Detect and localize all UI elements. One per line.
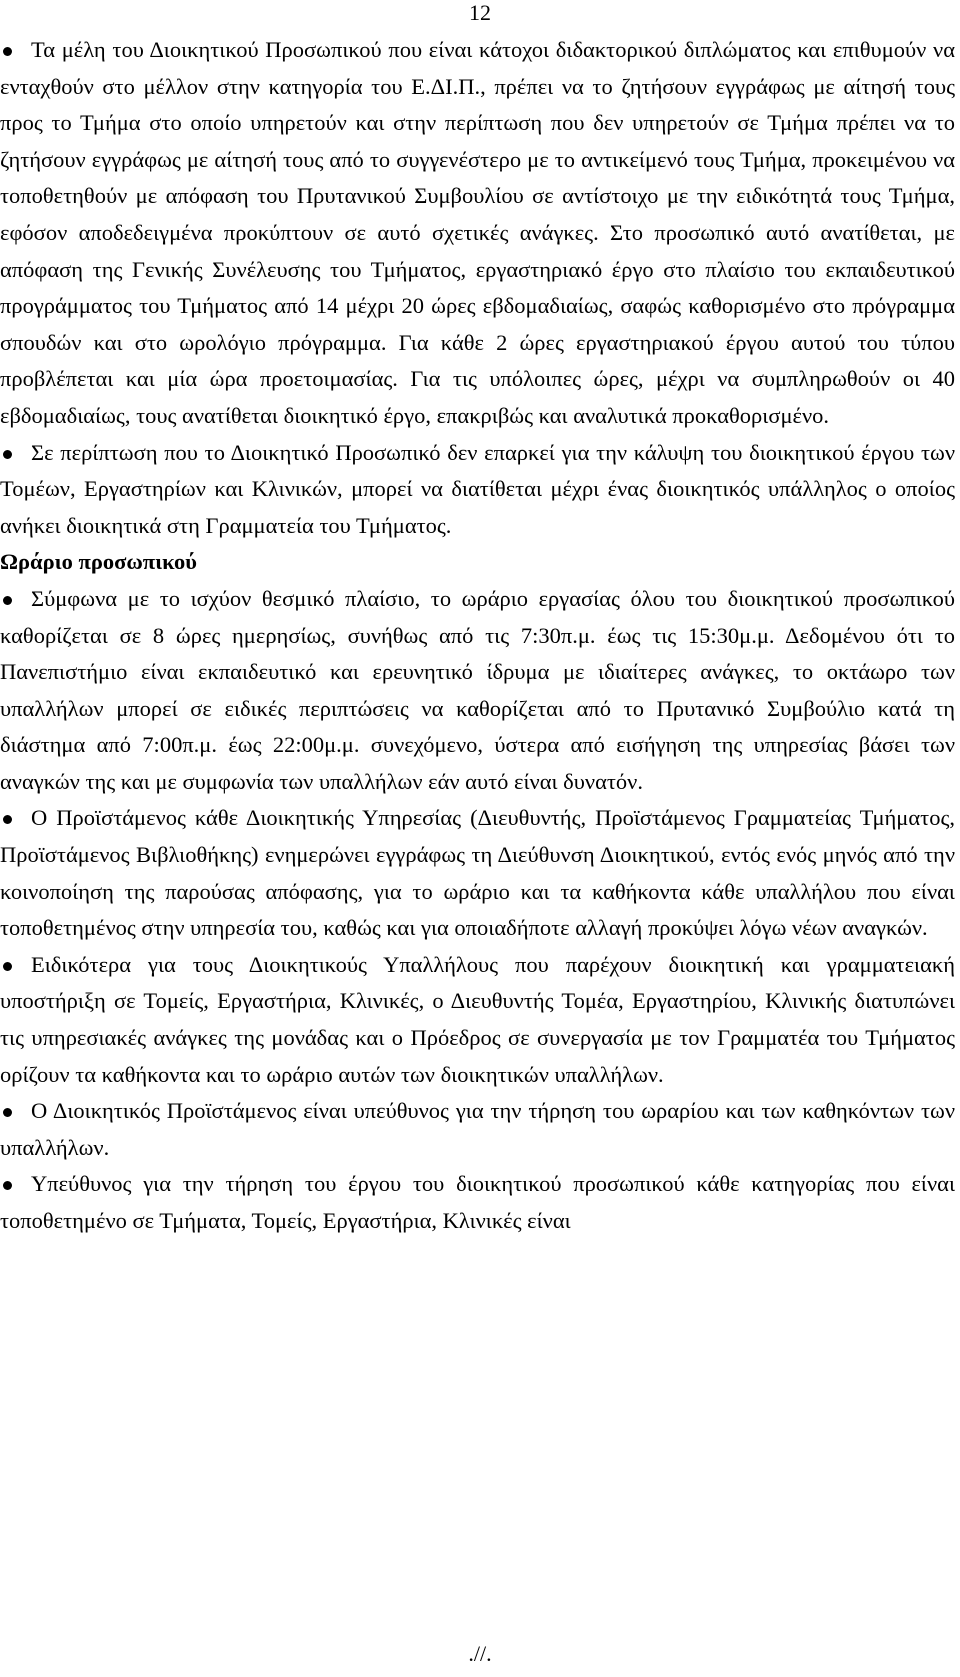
continuation-mark: .//.	[468, 1641, 492, 1666]
bullet-icon	[3, 450, 12, 459]
bullet-icon	[3, 815, 12, 824]
bullet-paragraph	[0, 581, 955, 801]
paragraph-text: Τα μέλη του Διοικητικού Προσωπικού που είναι κάτοχοι διδακτορικού διπλώματος και επιθυμούν να ενταχθούν στο μέλλον στην κατηγορία του Ε.ΔΙ.Π., πρέπει να το ζητήσουν εγγράφως με αίτησή τους προς το Τμήμα στο οποίο υπηρετούν και στην περίπτωση που δεν υπηρετούν σε Τμήμα πρέπει να το ζητήσουν εγγράφως με αίτησή τους από το συγγενέστερο με το αντικείμενό τους Τμήμα, προκειμένου να τοποθετηθούν με απόφαση του Πρυτανικού Συμβουλίου σε αντίστοιχο με την ειδικότητά τους Τμήμα, εφόσον αποδεδειγμένα προκύπτουν σε αυτό σχετικές ανάγκες. Στο προσωπικό αυτό ανατίθεται, με απόφαση της Γενικής Συνέλευσης του Τμήματος, εργαστηριακό έργο στο πλαίσιο του εκπαιδευτικού προγράμματος του Τμήματος από 14 μέχρι 20 ώρες εβδομαδιαίως, σαφώς καθορισμένο στο πρόγραμμα σπουδών και στο ωρολόγιο πρόγραμμα. Για κάθε 2 ώρες εργαστηριακού έργου αυτού του τύπου προβλέπεται και μία ώρα προετοιμασίας. Για τις υπόλοιπες ώρες, μέχρι να συμπληρωθούν οι 40 εβδομαδιαίως, τους ανατίθεται διοικητικό έργο, επακριβώς και αναλυτικά προκαθορισμένο.	[0, 37, 955, 428]
paragraph-text: Υπεύθυνος για την τήρηση του έργου του διοικητικού προσωπικού κάθε κατηγορίας που είναι τοποθετημένο σε Τμήματα, Τομείς, Εργαστήρια, Κλινικές είναι	[0, 1171, 955, 1233]
bullet-paragraph	[0, 1093, 955, 1166]
bullet-icon	[3, 596, 12, 605]
paragraph-text: Σύμφωνα με το ισχύον θεσμικό πλαίσιο, το ωράριο εργασίας όλου του διοικητικού προσωπικού καθορίζεται σε 8 ώρες ημερησίως, συνήθως από τις 7:30π.μ. έως τις 15:30μ.μ. Δεδομένου ότι το Πανεπιστήμιο είναι εκπαιδευτικό και ερευνητικό ίδρυμα με ιδιαίτερες ανάγκες, το οκτάωρο των υπαλλήλων μπορεί σε ειδικές περιπτώσεις να καθορίζεται από το Πρυτανικό Συμβούλιο κατά τη διάστημα από 7:00π.μ. έως 22:00μ.μ. συνεχόμενο, ύστερα από εισήγηση της υπηρεσίας βάσει των αναγκών της και με συμφωνία των υπαλλήλων εάν αυτό είναι δυνατόν.	[0, 585, 955, 794]
section-heading: Ωράριο προσωπικού	[0, 549, 197, 575]
bullet-paragraph	[0, 1166, 955, 1239]
paragraph-text: Ο Προϊστάμενος κάθε Διοικητικής Υπηρεσίας (Διευθυντής, Προϊστάμενος Γραμματείας Τμήματος, Προϊστάμενος Βιβλιοθήκης) ενημερώνει εγγράφως τη Διεύθυνση Διοικητικού, εντός ενός μηνός από την κοινοποίηση της παρούσας απόφασης, για το ωράριο και τα καθήκοντα κάθε υπαλλήλου που είναι τοποθετημένος στην υπηρεσία του, καθώς και για οποιαδήποτε αλλαγή προκύψει λόγω νέων αναγκών.	[0, 805, 955, 941]
document-body	[0, 32, 955, 1240]
bullet-icon	[3, 1181, 12, 1190]
paragraph-text: Ειδικότερα για τους Διοικητικούς Υπαλλήλους που παρέχουν διοικητική και γραμματειακή υποστήριξη σε Τομείς, Εργαστήρια, Κλινικές, ο Διευθυντής Τομέα, Εργαστηρίου, Κλινικής διατυπώνει τις υπηρεσιακές ανάγκες της μονάδας και ο Πρόεδρος σε συνεργασία με τον Γραμματέα του Τμήματος ορίζουν τα καθήκοντα και το ωράριο αυτών των διοικητικών υπαλλήλων.	[0, 951, 955, 1087]
bullet-icon	[3, 1108, 12, 1117]
bullet-paragraph	[0, 435, 955, 545]
paragraph-text: Σε περίπτωση που το Διοικητικό Προσωπικό δεν επαρκεί για την κάλυψη του διοικητικού έργου των Τομέων, Εργαστηρίων και Κλινικών, μπορεί να διατίθεται μέχρι ένας διοικητικός υπάλληλος ο οποίος ανήκει διοικητικά στη Γραμματεία του Τμήματος.	[0, 439, 955, 538]
bullet-paragraph	[0, 947, 955, 1093]
bullet-paragraph	[0, 32, 955, 435]
page-number: 12	[469, 0, 491, 25]
bullet-icon	[3, 962, 12, 971]
paragraph-text: Ο Διοικητικός Προϊστάμενος είναι υπεύθυνος για την τήρηση του ωραρίου και των καθηκόντων των υπαλλήλων.	[0, 1098, 955, 1160]
bullet-icon	[3, 47, 12, 56]
bullet-paragraph	[0, 800, 955, 946]
